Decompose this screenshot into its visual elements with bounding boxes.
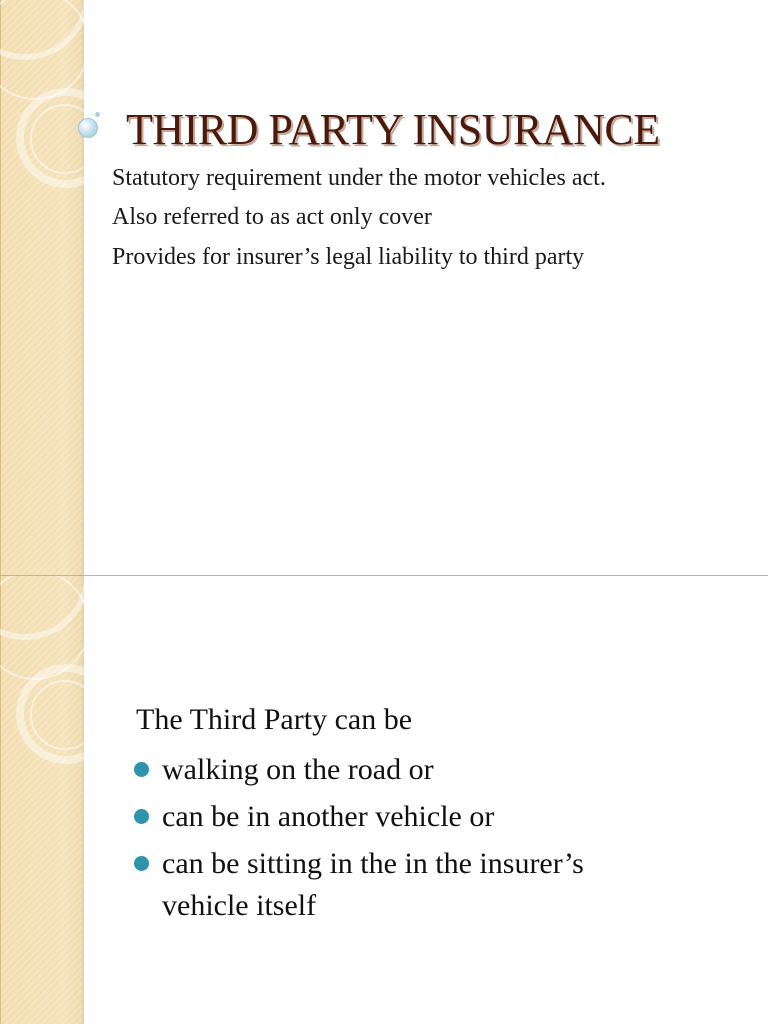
title-orb-icon bbox=[78, 118, 98, 138]
body-line: Provides for insurer’s legal liability to third party bbox=[112, 244, 585, 270]
small-orb-icon bbox=[95, 112, 100, 117]
list-item bbox=[134, 749, 662, 791]
body-line: Statutory requirement under the motor vehicles act. bbox=[112, 165, 606, 191]
decorative-side-band bbox=[0, 0, 84, 576]
list-item-text: walking on the road or bbox=[162, 753, 434, 786]
list-item-text: can be in another vehicle or bbox=[162, 800, 495, 833]
decorative-ring bbox=[30, 680, 100, 750]
bullet-dot-icon bbox=[134, 762, 149, 777]
list-item bbox=[134, 843, 662, 927]
slide-title: THIRD PARTY INSURANCE bbox=[126, 105, 660, 154]
decorative-ring bbox=[0, 0, 90, 100]
intro-text: The Third Party can be bbox=[136, 703, 413, 736]
decorative-ring bbox=[30, 104, 100, 174]
decorative-side-band bbox=[0, 576, 84, 1024]
bullet-dot-icon bbox=[134, 856, 149, 871]
slide-2 bbox=[0, 576, 768, 1024]
list-item bbox=[134, 796, 662, 838]
bullet-dot-icon bbox=[134, 809, 149, 824]
body-line: Also referred to as act only cover bbox=[112, 204, 432, 230]
list-item-text: can be sitting in the in the insurer’s vehicle itself bbox=[162, 847, 584, 922]
